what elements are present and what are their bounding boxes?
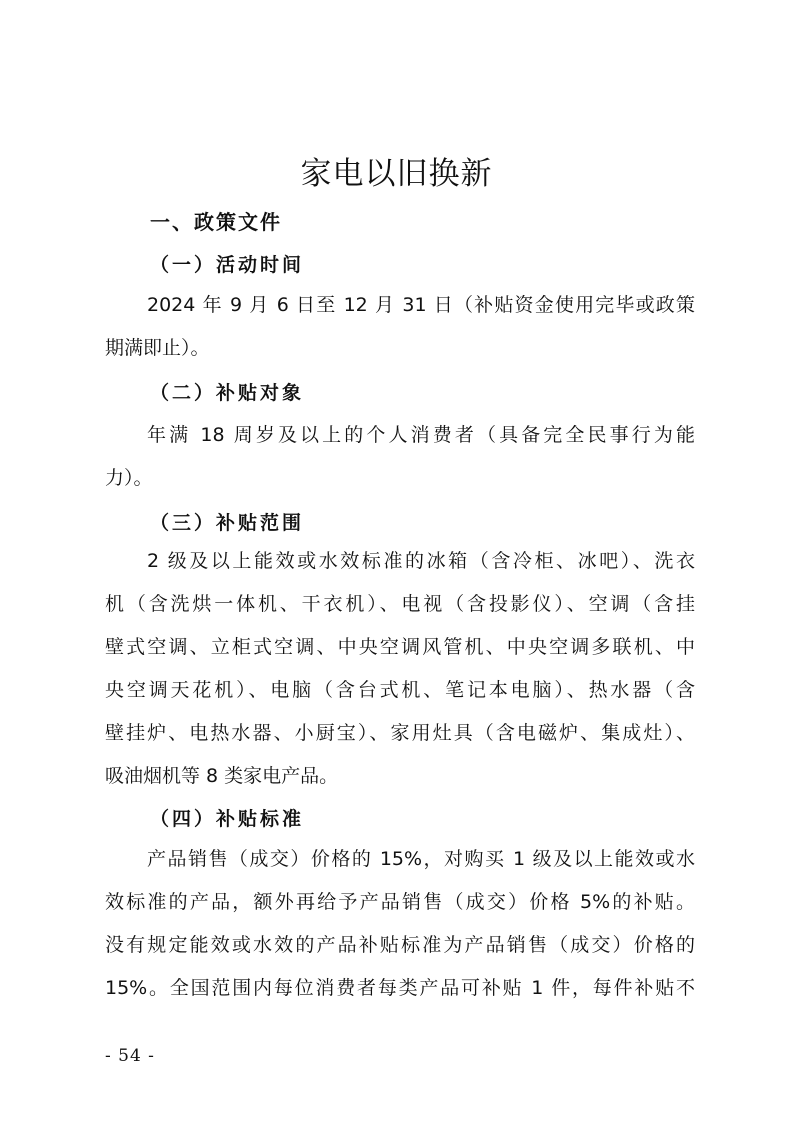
paragraph-subsidy-scope <box>105 540 695 798</box>
text-line: 2024 年 9 月 6 日至 12 月 31 日（补贴资金使用完毕或政策 <box>147 294 695 316</box>
paragraph-subsidy-target <box>105 414 695 500</box>
text-line: 期满即止）。 <box>105 337 210 359</box>
text-line: 力）。 <box>105 467 153 489</box>
text-line: 壁式空调、立柜式空调、中央空调风管机、中央空调多联机、中 <box>105 636 695 658</box>
document-title: 家电以旧换新 <box>300 156 493 192</box>
text-line: 没有规定能效或水效的产品补贴标准为产品销售（成交）价格的 <box>105 934 695 956</box>
text-line: 2 级及以上能效或水效标准的冰箱（含冷柜、冰吧）、洗衣 <box>147 550 695 572</box>
text-line: 产品销售（成交）价格的 15%，对购买 1 级及以上能效或水 <box>147 848 695 870</box>
text-line: 央空调天花机）、电脑（含台式机、笔记本电脑）、热水器（含 <box>105 679 695 701</box>
subheading-subsidy-target: （二）补贴对象 <box>150 382 305 404</box>
subheading-subsidy-standard: （四）补贴标准 <box>150 808 305 830</box>
text-line: 15%。全国范围内每位消费者每类产品可补贴 1 件，每件补贴不 <box>105 977 695 999</box>
paragraph-subsidy-standard <box>105 838 695 1010</box>
text-line: 效标准的产品，额外再给予产品销售（成交）价格 5%的补贴。 <box>105 891 695 913</box>
section-heading-policy-documents: 一、政策文件 <box>150 210 282 234</box>
text-line: 年满 18 周岁及以上的个人消费者（具备完全民事行为能 <box>147 424 695 446</box>
subheading-activity-time: （一）活动时间 <box>150 254 305 276</box>
text-line: 吸油烟机等 8 类家电产品。 <box>105 765 339 787</box>
page-number: - 54 - <box>105 1046 155 1066</box>
text-line: 壁挂炉、电热水器、小厨宝）、家用灶具（含电磁炉、集成灶）、 <box>105 722 695 744</box>
text-line: 机（含洗烘一体机、干衣机）、电视（含投影仪）、空调（含挂 <box>105 593 695 615</box>
subheading-subsidy-scope: （三）补贴范围 <box>150 512 305 534</box>
paragraph-activity-time <box>105 284 695 370</box>
